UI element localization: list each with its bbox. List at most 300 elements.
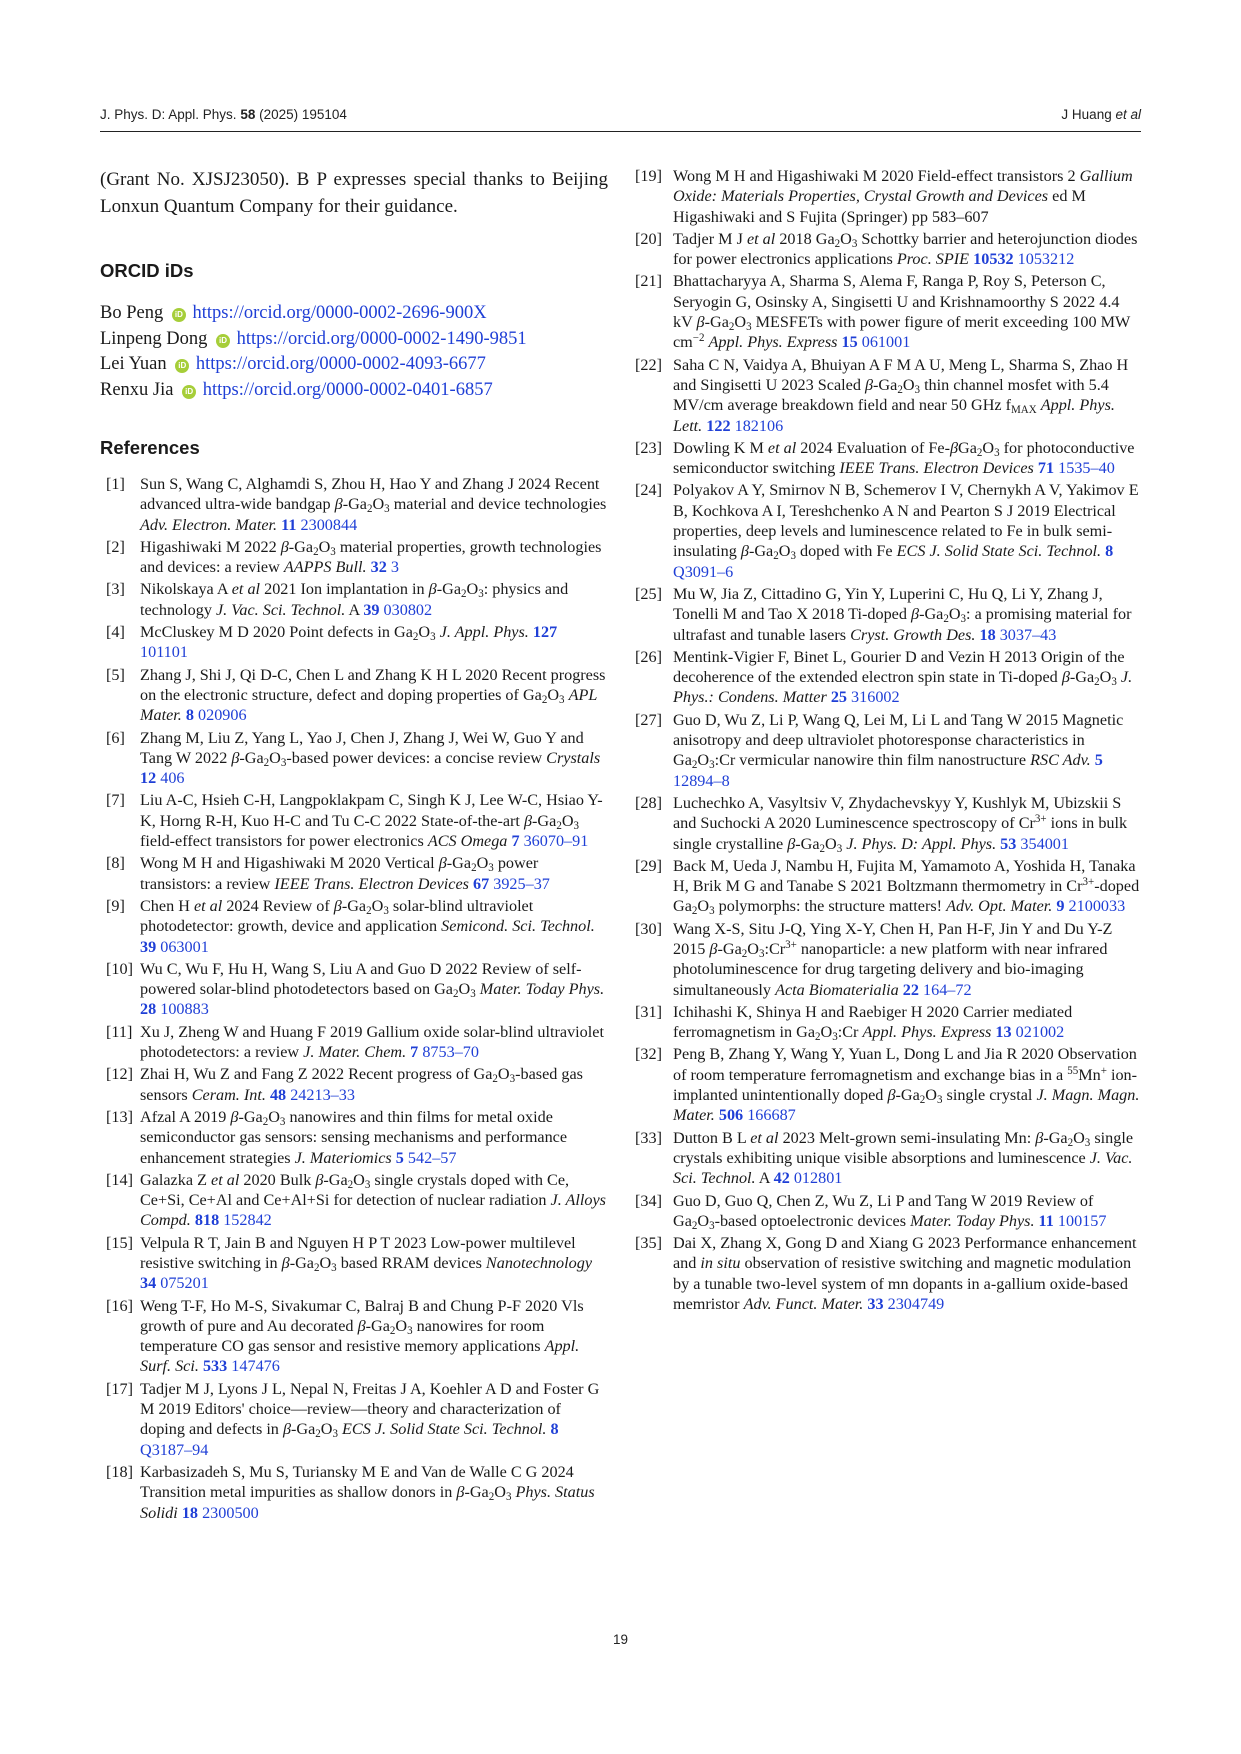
reference-text: -based optoelectronic devices	[714, 1211, 911, 1230]
reference-text: Bhattacharyya A, Sharma S, Alema F, Ranga P, Roy S, Peterson C, Seryogin G, Osinsky A, Singisetti U and Krishnamoorthy S 2022 4.4 kV	[673, 272, 1120, 332]
page-link[interactable]: 2300844	[300, 515, 358, 534]
reference-item	[634, 1191, 1142, 1232]
orcid-entry	[100, 378, 608, 404]
orcid-link[interactable]: https://orcid.org/0000-0002-1490-9851	[236, 328, 527, 349]
reference-text: 55	[1067, 1064, 1079, 1077]
reference-text: 3	[384, 503, 390, 516]
reference-text: nanowires and thin films for metal oxide semiconductor gas sensors: sensing mechanisms and performance enhancement strategies	[140, 1107, 568, 1167]
reference-text: β	[864, 375, 874, 394]
reference-item	[634, 1128, 1142, 1189]
journal-name: RSC Adv.	[1030, 751, 1091, 770]
volume-link[interactable]: 5	[395, 1148, 404, 1167]
reference-number: [21]	[635, 272, 662, 291]
reference-text: Schottky barrier and heterojunction diodes for power electronics applications	[673, 229, 1138, 269]
page-link[interactable]: Q3187–94	[140, 1440, 209, 1459]
reference-text: O	[734, 313, 747, 332]
reference-text: -Ga	[323, 1170, 348, 1189]
journal-name: Nanotechnology	[485, 1253, 593, 1272]
journal-name: Proc. SPIE	[896, 250, 970, 269]
journal-name: ECS J. Solid State Sci. Technol.	[896, 542, 1102, 561]
page-link[interactable]: 063001	[160, 937, 209, 956]
reference-text: Velpula R T, Jain B and Nguyen H P T 2023 Low-power multilevel resistive switching in	[140, 1233, 576, 1272]
reference-number: [34]	[635, 1191, 662, 1210]
reference-item	[634, 480, 1142, 581]
reference-text: -Ga	[873, 375, 898, 394]
reference-text: 2	[315, 1428, 321, 1441]
reference-text: Peng B, Zhang Y, Wang Y, Yuan L, Dong L and Jia R 2020 Observation of room temperature ferromagnetism and exchange bias in a	[673, 1045, 1137, 1084]
reference-number: [33]	[635, 1128, 662, 1147]
volume-link[interactable]: 34	[140, 1274, 157, 1293]
journal-name: Adv. Electron. Mater.	[140, 515, 278, 534]
reference-text: 2	[471, 862, 477, 875]
reference-text: O	[269, 748, 281, 767]
reference-text: O	[320, 1420, 333, 1439]
reference-text: β	[911, 605, 920, 624]
volume-link[interactable]: 42	[773, 1169, 790, 1188]
volume-link[interactable]: 71	[1037, 459, 1055, 478]
volume-link[interactable]: 506	[718, 1106, 744, 1125]
reference-text: 2	[313, 1261, 320, 1274]
journal-name: Gallium Oxide: Materials Properties, Crystal Growth and Devices	[673, 167, 1133, 206]
reference-number: [4]	[106, 623, 125, 642]
journal-name: ECS J. Solid State Sci. Technol.	[342, 1420, 547, 1439]
reference-text: O	[497, 1065, 510, 1084]
reference-text: O	[395, 1316, 408, 1335]
volume-link[interactable]: 67	[472, 874, 490, 893]
reference-number: [14]	[106, 1170, 133, 1189]
page-link[interactable]: 182106	[734, 416, 784, 435]
reference-text: -Ga	[289, 1253, 314, 1272]
reference-text: 2	[773, 550, 779, 563]
reference-text: et al	[750, 1128, 779, 1147]
volume-link[interactable]: 5	[1094, 751, 1103, 770]
reference-item	[100, 1064, 608, 1105]
journal-name: J. Vac. Sci. Technol.	[215, 600, 346, 619]
reference-number: [7]	[106, 791, 125, 810]
reference-number: [25]	[635, 584, 662, 603]
reference-text: polymorphs: the structure matters!	[714, 897, 947, 916]
reference-text: Luchechko A, Vasyltsiv V, Zhydachevskyy Y, Kushlyk M, Ubizskii S and Suchocki A 2020 Luminescence spectroscopy of Cr	[673, 793, 1122, 833]
journal-name: Adv. Opt. Mater.	[946, 897, 1053, 916]
page-link[interactable]: 3	[390, 558, 399, 577]
journal-name: J. Phys. D: Appl. Phys.	[846, 834, 997, 853]
page-link[interactable]: 3037–43	[999, 625, 1057, 644]
reference-number: [16]	[106, 1296, 133, 1315]
reference-text: Saha C N, Vaidya A, Bhuiyan A F M A U, Meng L, Sharma S, Zhao H and Singisetti U 2023 Scaled	[673, 355, 1129, 394]
orcid-list	[100, 301, 608, 403]
reference-text: based RRAM devices	[336, 1253, 486, 1272]
reference-list-right	[634, 166, 1142, 1314]
journal-name: Appl. Phys. Express	[862, 1023, 992, 1042]
reference-item	[100, 1170, 608, 1231]
reference-text: Mentink-Vigier F, Binet L, Gourier D and Vezin H 2013 Origin of the decoherence of the extended electron spin state in Ti-doped	[673, 647, 1125, 687]
reference-number: [29]	[635, 856, 662, 875]
reference-text: -Ga	[717, 939, 742, 958]
journal-name: Crystals	[546, 748, 601, 767]
reference-text: et al	[211, 1170, 240, 1189]
reference-text: O	[697, 1211, 710, 1230]
reference-text: ions in bulk single crystalline	[673, 814, 1128, 853]
page-link[interactable]: 030802	[383, 600, 433, 619]
page-link[interactable]: 406	[160, 769, 185, 788]
volume-link[interactable]: 28	[140, 1000, 157, 1019]
page-link[interactable]: 316002	[851, 688, 900, 707]
reference-text: 2020 Bulk	[239, 1170, 316, 1189]
reference-text: 2	[263, 756, 270, 769]
reference-text: et al	[767, 438, 797, 457]
reference-number: [12]	[106, 1065, 133, 1084]
journal-name: Semicond. Sci. Technol.	[441, 917, 595, 936]
reference-text: Guo D, Guo Q, Chen Z, Wu Z, Li P and Tang W 2019 Review of Ga	[673, 1191, 1094, 1230]
left-column	[100, 166, 608, 1525]
reference-number: [22]	[635, 355, 662, 374]
reference-item	[634, 229, 1142, 270]
reference-text: Wu C, Wu F, Hu H, Wang S, Liu A and Guo D 2022 Review of self-powered solar-blind photodetectors based on Ga	[140, 959, 582, 999]
reference-text: 3	[430, 630, 436, 643]
reference-item	[100, 790, 608, 851]
reference-text: O	[318, 537, 331, 556]
page-link[interactable]: 164–72	[923, 980, 972, 999]
acknowledgement-text: (Grant No. XJSJ23050). B P expresses special thanks to Beijing Lonxun Quantum Company for their guidance.	[100, 169, 608, 217]
reference-text: Wong M H and Higashiwaki M 2020 Field-effect transistors 2	[673, 167, 1080, 185]
reference-item	[634, 919, 1142, 1000]
volume-link[interactable]: 18	[979, 625, 996, 644]
page-link[interactable]: 2304749	[887, 1295, 945, 1314]
page-link[interactable]: 2100033	[1068, 897, 1126, 916]
reference-text: β	[709, 939, 718, 958]
volume-link[interactable]: 7	[410, 1043, 419, 1062]
reference-text: 2023 Melt-grown semi-insulating Mn:	[778, 1128, 1036, 1147]
reference-number: [24]	[635, 481, 662, 500]
volume-link[interactable]: 32	[370, 558, 387, 577]
volume-link[interactable]: 39	[140, 937, 157, 956]
reference-item	[100, 1107, 608, 1168]
reference-text: Xu J, Zheng W and Huang F 2019 Gallium oxide solar-blind ultraviolet photodetectors: a review	[140, 1022, 604, 1062]
journal-name: J. Magn. Magn. Mater.	[673, 1086, 1140, 1125]
reference-text: O	[418, 623, 431, 642]
journal-name: Appl. Phys. Express	[708, 333, 838, 352]
page-link[interactable]: 354001	[1020, 834, 1069, 853]
volume-link[interactable]: 13	[995, 1023, 1012, 1042]
reference-item	[100, 959, 608, 1020]
reference-text: 3	[790, 550, 796, 563]
page-link[interactable]: 152842	[223, 1211, 272, 1230]
reference-text: material and device technologies	[389, 495, 607, 514]
reference-text: β	[456, 1483, 465, 1502]
reference-text: O	[1099, 668, 1112, 687]
journal-name: Adv. Funct. Mater.	[743, 1295, 864, 1314]
page-link[interactable]: 8753–70	[422, 1043, 479, 1062]
reference-text: O	[494, 1483, 506, 1502]
reference-text: 2	[815, 1030, 821, 1043]
reference-text: -Ga	[748, 542, 774, 561]
volume-link[interactable]: 9	[1056, 897, 1065, 916]
volume-link[interactable]: 22	[902, 980, 919, 999]
reference-text: β	[523, 811, 533, 830]
reference-item	[634, 856, 1142, 917]
journal-name: J. Phys.: Condens. Matter	[673, 668, 1133, 707]
page-link[interactable]: 020906	[198, 706, 247, 725]
volume-link[interactable]: 11	[1038, 1211, 1054, 1230]
page-link[interactable]: 2300500	[202, 1503, 259, 1522]
reference-text: β	[949, 438, 959, 457]
reference-text: Sun S, Wang C, Alghamdi S, Zhou H, Hao Y and Zhang J 2024 Recent advanced ultra-wide bandgap	[140, 475, 600, 514]
reference-text: 3	[332, 1428, 338, 1441]
reference-item	[100, 853, 608, 894]
reference-text: β	[740, 542, 749, 561]
reference-number: [26]	[635, 647, 662, 666]
page-link[interactable]: 1535–40	[1058, 459, 1115, 478]
reference-text: et al	[193, 896, 223, 915]
reference-text: 3	[505, 1491, 512, 1503]
orcid-author-name: Lei Yuan	[100, 354, 167, 374]
reference-text: Ichihashi K, Shinya H and Raebiger H 2020 Carrier mediated ferromagnetism in Ga	[673, 1002, 1073, 1042]
reference-text: material properties, growth technologies and devices: a review	[140, 537, 602, 577]
reference-text: β	[887, 1086, 896, 1105]
reference-text: Karbasizadeh S, Mu S, Turiansky M E and Van de Walle C G 2024 Transition metal impurities as shallow donors in	[140, 1462, 574, 1502]
reference-text: O	[547, 685, 560, 704]
reference-text: 2	[919, 1093, 926, 1106]
reference-text: single crystal	[942, 1086, 1037, 1105]
journal-name: Acta Biomaterialia	[775, 980, 899, 999]
reference-text: 2	[1067, 1136, 1074, 1149]
reference-number: [18]	[106, 1462, 133, 1481]
reference-text: O	[778, 542, 791, 561]
reference-text: β	[357, 1316, 366, 1335]
volume-link[interactable]: 8	[1105, 542, 1114, 561]
reference-text: : a promising material for ultrafast and tunable lasers	[673, 605, 1132, 644]
journal-name: Appl. Phys. Lett.	[673, 396, 1115, 435]
reference-number: [3]	[106, 580, 125, 599]
reference-text: 2	[453, 987, 459, 1000]
reference-text: ion-implanted unintentionally doped	[673, 1065, 1138, 1105]
journal-name: Mater. Today Phys.	[479, 980, 605, 999]
reference-text: single crystals doped with Ce, Ce+Si, Ce+Al and Ce+Al+Si for detection of nuclear radiation	[140, 1170, 570, 1210]
page-link[interactable]: 24213–33	[290, 1085, 355, 1104]
page-link[interactable]: 101101	[140, 643, 188, 662]
reference-text: O	[353, 1170, 365, 1189]
reference-item	[634, 355, 1142, 436]
volume-link[interactable]: 533	[202, 1357, 228, 1376]
reference-text: 3+	[785, 938, 797, 951]
volume-link[interactable]: 7	[511, 832, 520, 851]
reference-text: O	[820, 1023, 833, 1042]
reference-text: Mu W, Jia Z, Cittadino G, Yin Y, Luperini C, Hu Q, Li Y, Zhang J, Tonelli M and Tao X 2018 Ti-doped	[673, 584, 1103, 624]
reference-text: 3	[559, 693, 565, 706]
reference-text: 3	[758, 947, 765, 960]
reference-number: [15]	[106, 1233, 133, 1252]
reference-text: A	[345, 600, 364, 619]
reference-text: Guo D, Wu Z, Li P, Wang Q, Lei M, Li L and Tang W 2015 Magnetic anisotropy and deep ultraviolet photoresponse characteristics in Ga	[673, 710, 1124, 770]
journal-name: J. Alloys Compd.	[140, 1191, 606, 1230]
reference-text: 3+	[1082, 876, 1095, 889]
page-link[interactable]: 36070–91	[523, 832, 589, 851]
reference-number: [31]	[635, 1002, 662, 1021]
page-link[interactable]: 3925–37	[493, 874, 550, 893]
page-link[interactable]: 061001	[861, 333, 911, 352]
page-link[interactable]: 12894–8	[673, 771, 730, 790]
reference-text: power transistors: a review	[140, 854, 539, 893]
reference-item	[100, 579, 608, 620]
orcid-link[interactable]: https://orcid.org/0000-0002-0401-6857	[202, 379, 493, 400]
reference-text: 2018 Ga	[775, 229, 835, 248]
volume-link[interactable]: 8	[550, 1420, 559, 1439]
reference-item	[634, 793, 1142, 854]
page-link[interactable]: 100883	[160, 1000, 209, 1019]
reference-text: 2	[728, 320, 735, 333]
reference-text: 3	[746, 320, 752, 333]
reference-text: 2	[819, 842, 826, 855]
reference-text: Tadjer M J, Lyons J L, Nepal N, Freitas J A, Koehler A D and Foster G M 2019 Editors' choice—review—theory and characterization of doping and defects in	[140, 1379, 600, 1439]
reference-text: 3	[914, 383, 921, 396]
volume-link[interactable]: 12	[140, 769, 157, 788]
reference-text: Back M, Ueda J, Nambu H, Fujita M, Yamamoto A, Yoshida H, Tanaka H, Brik M G and Tanabe S 2021 Boltzmann thermometry in Cr	[673, 856, 1136, 896]
reference-number: [6]	[106, 728, 125, 747]
reference-text: for photoconductive semiconductor switching	[673, 438, 1135, 478]
reference-text: 3	[331, 1261, 337, 1274]
reference-text: 3	[470, 987, 476, 1000]
reference-text: Wang X-S, Situ J-Q, Ying X-Y, Chen H, Pan H-F, Jin Y and Du Y-Z 2015	[673, 919, 1113, 958]
volume-link[interactable]: 33	[867, 1295, 884, 1314]
volume-link[interactable]: 8	[185, 706, 194, 725]
volume-link[interactable]: 11	[281, 515, 297, 534]
reference-text: O	[372, 495, 385, 514]
reference-text: A	[755, 1169, 774, 1188]
orcid-entry	[100, 352, 608, 378]
reference-text: Galazka Z	[140, 1170, 212, 1189]
orcid-author-name: Bo Peng	[100, 303, 164, 323]
page-link[interactable]: 100157	[1057, 1211, 1107, 1230]
reference-text: Ga	[958, 438, 977, 457]
reference-item	[634, 166, 1142, 227]
reference-number: [27]	[635, 710, 662, 729]
volume-link[interactable]: 18	[181, 1503, 199, 1522]
reference-text: 3	[509, 1073, 516, 1086]
reference-number: [17]	[106, 1379, 133, 1398]
reference-number: [19]	[635, 167, 662, 185]
reference-number: [5]	[106, 665, 125, 684]
page-link[interactable]: 1053212	[1017, 250, 1075, 269]
reference-text: 3	[573, 819, 580, 832]
reference-text: -Ga	[239, 748, 264, 767]
reference-text: Dutton B L	[673, 1128, 751, 1147]
reference-text: β	[281, 1253, 290, 1272]
reference-text: in situ	[700, 1254, 741, 1273]
reference-text: β	[787, 834, 796, 853]
page-link[interactable]: 542–57	[407, 1148, 457, 1167]
reference-text: O	[371, 896, 384, 915]
reference-text: 2	[741, 947, 748, 960]
reference-text: solar-blind ultraviolet photodetector: growth, device and application	[140, 896, 534, 936]
reference-number: [32]	[635, 1045, 662, 1064]
reference-text: et al	[746, 229, 776, 248]
reference-text: -Ga	[795, 834, 820, 853]
reference-text: Higashiwaki M 2022	[140, 537, 281, 556]
volume-link[interactable]: 15	[841, 333, 858, 352]
reference-text: nanoparticle: a new platform with near infrared photoluminescence for drug targeting delivery and bio-imaging simultaneously	[673, 939, 1108, 999]
reference-text: O	[466, 580, 479, 599]
reference-text: -Ga	[895, 1086, 920, 1105]
reference-text: O	[825, 834, 837, 853]
running-authors: J Huang et al	[1061, 107, 1141, 122]
journal-name: J. Mater. Chem.	[303, 1043, 407, 1062]
reference-text: 2	[488, 1491, 495, 1503]
journal-name: J. Vac. Sci. Technol.	[673, 1148, 1133, 1188]
reference-text: Dowling K M	[673, 438, 768, 457]
reference-text: O	[697, 897, 710, 916]
reference-text: O	[476, 854, 489, 873]
page-link[interactable]: 012801	[793, 1169, 843, 1188]
reference-text: O	[747, 939, 759, 958]
journal-name: IEEE Trans. Electron Devices	[274, 874, 469, 893]
page-link[interactable]: 021002	[1015, 1023, 1065, 1042]
reference-number: [11]	[106, 1022, 133, 1041]
reference-item	[634, 647, 1142, 708]
reference-number: [20]	[635, 229, 662, 248]
orcid-icon: iD	[182, 385, 196, 399]
journal-name: Cryst. Growth Des.	[850, 625, 976, 644]
volume-link[interactable]: 10532	[973, 250, 1014, 269]
reference-text: 2024 Evaluation of Fe-	[796, 438, 950, 457]
reference-number: [9]	[106, 896, 125, 915]
reference-text: O	[268, 1107, 280, 1126]
reference-text: 3	[383, 904, 389, 917]
page-link[interactable]: 147476	[231, 1357, 280, 1376]
reference-text: O	[1073, 1128, 1085, 1147]
page-link[interactable]: Q3091–6	[673, 562, 734, 581]
page-link[interactable]: 166687	[747, 1106, 796, 1125]
reference-text: 3	[1084, 1136, 1091, 1149]
reference-text: 2	[461, 588, 467, 601]
orcid-link[interactable]: https://orcid.org/0000-0002-2696-900X	[192, 303, 487, 323]
reference-text: -based power devices: a concise review	[286, 748, 547, 767]
volume-link[interactable]: 53	[1000, 834, 1017, 853]
references-heading: References	[100, 437, 200, 458]
journal-name: J. Materiomics	[294, 1148, 392, 1167]
reference-text: 2	[389, 1324, 396, 1337]
journal-name: Ceram. Int.	[191, 1085, 266, 1104]
reference-number: [10]	[106, 959, 133, 978]
reference-text: :Cr	[837, 1023, 863, 1042]
volume-link[interactable]: 818	[194, 1211, 220, 1230]
reference-text: β	[230, 1107, 239, 1126]
reference-text: -Ga	[1043, 1128, 1068, 1147]
orcid-icon: iD	[216, 334, 230, 348]
reference-text: β	[280, 537, 289, 556]
reference-text: Liu A-C, Hsieh C-H, Langpoklakpam C, Singh K J, Lee W-C, Hsiao Y-K, Horng R-H, Kuo H-C and Tu C-C 2022 State-of-the-art	[140, 791, 603, 830]
reference-text: 2	[1094, 675, 1100, 688]
reference-text: 3	[488, 862, 494, 875]
reference-text: 2	[691, 759, 698, 772]
volume-link[interactable]: 127	[532, 623, 558, 642]
page-number: 19	[612, 1632, 629, 1647]
reference-text: O	[458, 980, 471, 999]
reference-text: MESFETs with power figure of merit exceeding 100 MW cm	[673, 313, 1131, 352]
reference-text: 3	[280, 756, 287, 769]
volume-link[interactable]: 39	[363, 600, 380, 619]
reference-item	[634, 710, 1142, 791]
volume-link[interactable]: 48	[269, 1085, 287, 1104]
reference-item	[100, 622, 608, 663]
volume-link[interactable]: 122	[706, 416, 731, 435]
page-link[interactable]: 075201	[160, 1274, 209, 1293]
reference-text: 2	[262, 1115, 269, 1128]
orcid-link[interactable]: https://orcid.org/0000-0002-4093-6677	[195, 354, 486, 374]
reference-item	[100, 896, 608, 957]
reference-text: −2	[692, 332, 705, 345]
reference-text: 3	[407, 1324, 413, 1337]
volume-link[interactable]: 25	[830, 688, 847, 707]
